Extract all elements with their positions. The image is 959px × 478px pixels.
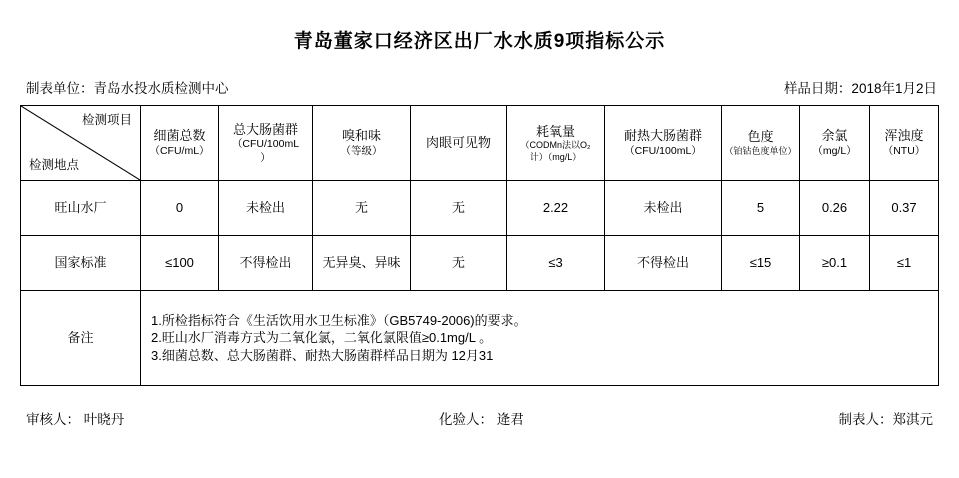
- row-label: 国家标准: [21, 236, 141, 291]
- column-header-total-coliform: [219, 106, 313, 181]
- column-header-oxygen-consumption: [507, 106, 605, 181]
- column-header-unit: （NTU）: [882, 144, 926, 157]
- row-value: ≤1: [870, 236, 939, 291]
- notes-row: [21, 291, 939, 386]
- column-header-unit: （铂钴色度单位）: [724, 145, 797, 156]
- maker-unit-label: 制表单位：青岛水投水质检测中心: [26, 81, 229, 96]
- column-header-unit: （CFU/100mL）: [624, 144, 702, 157]
- column-header-turbidity: [870, 106, 939, 181]
- signature-footer: [0, 386, 959, 428]
- row-value: 无: [411, 181, 507, 236]
- corner-top-label: 检测项目: [81, 113, 132, 127]
- row-value: 不得检出: [219, 236, 313, 291]
- row-value: 2.22: [507, 181, 605, 236]
- row-value: 无异臭、异味: [313, 236, 411, 291]
- row-value: ≤3: [507, 236, 605, 291]
- column-header-name: 余氯: [821, 128, 848, 144]
- column-header-name: 总大肠菌群: [232, 121, 298, 137]
- row-value: 未检出: [219, 181, 313, 236]
- column-header-residual-chlorine: [800, 106, 870, 181]
- table-row: [21, 236, 939, 291]
- page-title: 青岛董家口经济区出厂水水质9项指标公示: [293, 31, 666, 52]
- column-header-unit2: 计）（mg/L）: [529, 151, 582, 162]
- row-value: 无: [313, 181, 411, 236]
- reviewer-label: 审核人： 叶晓丹: [26, 412, 125, 427]
- column-header-name: 肉眼可见物: [425, 135, 491, 151]
- table-row: [21, 181, 939, 236]
- row-value: ≤100: [141, 236, 219, 291]
- maker-label: 制表人：郑淇元: [838, 412, 933, 427]
- column-header-thermotolerant-coliform: [605, 106, 722, 181]
- tester-label: 化验人： 逄君: [439, 412, 524, 427]
- column-header-unit: （CFU/mL）: [149, 144, 210, 157]
- row-value: ≤15: [722, 236, 800, 291]
- column-header-unit: （等级）: [340, 144, 383, 157]
- column-header-visible-matter: [411, 106, 507, 181]
- column-header-unit: （mg/L）: [812, 144, 857, 157]
- column-header-name: 耗氧量: [535, 123, 575, 139]
- water-quality-table: [20, 105, 939, 386]
- corner-bottom-label: 检测地点: [29, 158, 80, 173]
- note-line: 3.细菌总数、总大肠菌群、耐热大肠菌群样品日期为 12月31: [151, 347, 494, 363]
- row-value: 5: [722, 181, 800, 236]
- row-value: 0.26: [800, 181, 870, 236]
- row-value: 未检出: [605, 181, 722, 236]
- column-header-name: 嗅和味: [341, 128, 381, 144]
- column-header-unit: （CODMn法以O₂: [520, 140, 591, 151]
- row-value: 无: [411, 236, 507, 291]
- column-header-unit: （CFU/100mL: [231, 138, 300, 151]
- row-value: 不得检出: [605, 236, 722, 291]
- corner-header-cell: [21, 106, 141, 181]
- column-header-name: 细菌总数: [153, 128, 206, 144]
- column-header-odor-taste: [313, 106, 411, 181]
- notes-body: [141, 291, 939, 386]
- column-header-name: 色度: [747, 129, 774, 145]
- column-header-bacteria: [141, 106, 219, 181]
- sample-date-label: 样品日期：2018年1月2日: [783, 81, 937, 96]
- row-value: ≥0.1: [800, 236, 870, 291]
- meta-row: [0, 53, 959, 105]
- column-header-unit2: ）: [260, 151, 271, 164]
- note-line: 1.所检指标符合《生活饮用水卫生标准》（GB5749-2006)的要求。: [151, 312, 527, 328]
- column-header-name: 浑浊度: [884, 128, 924, 144]
- row-value: 0: [141, 181, 219, 236]
- column-header-name: 耐热大肠菌群: [623, 128, 702, 144]
- row-value: 0.37: [870, 181, 939, 236]
- column-header-chromaticity: [722, 106, 800, 181]
- notes-label: 备注: [21, 291, 141, 386]
- table-header-row: [21, 106, 939, 181]
- note-line: 2.旺山水厂消毒方式为二氧化氯，二氧化氯限值≥0.1mg/L 。: [151, 330, 493, 346]
- row-label: 旺山水厂: [21, 181, 141, 236]
